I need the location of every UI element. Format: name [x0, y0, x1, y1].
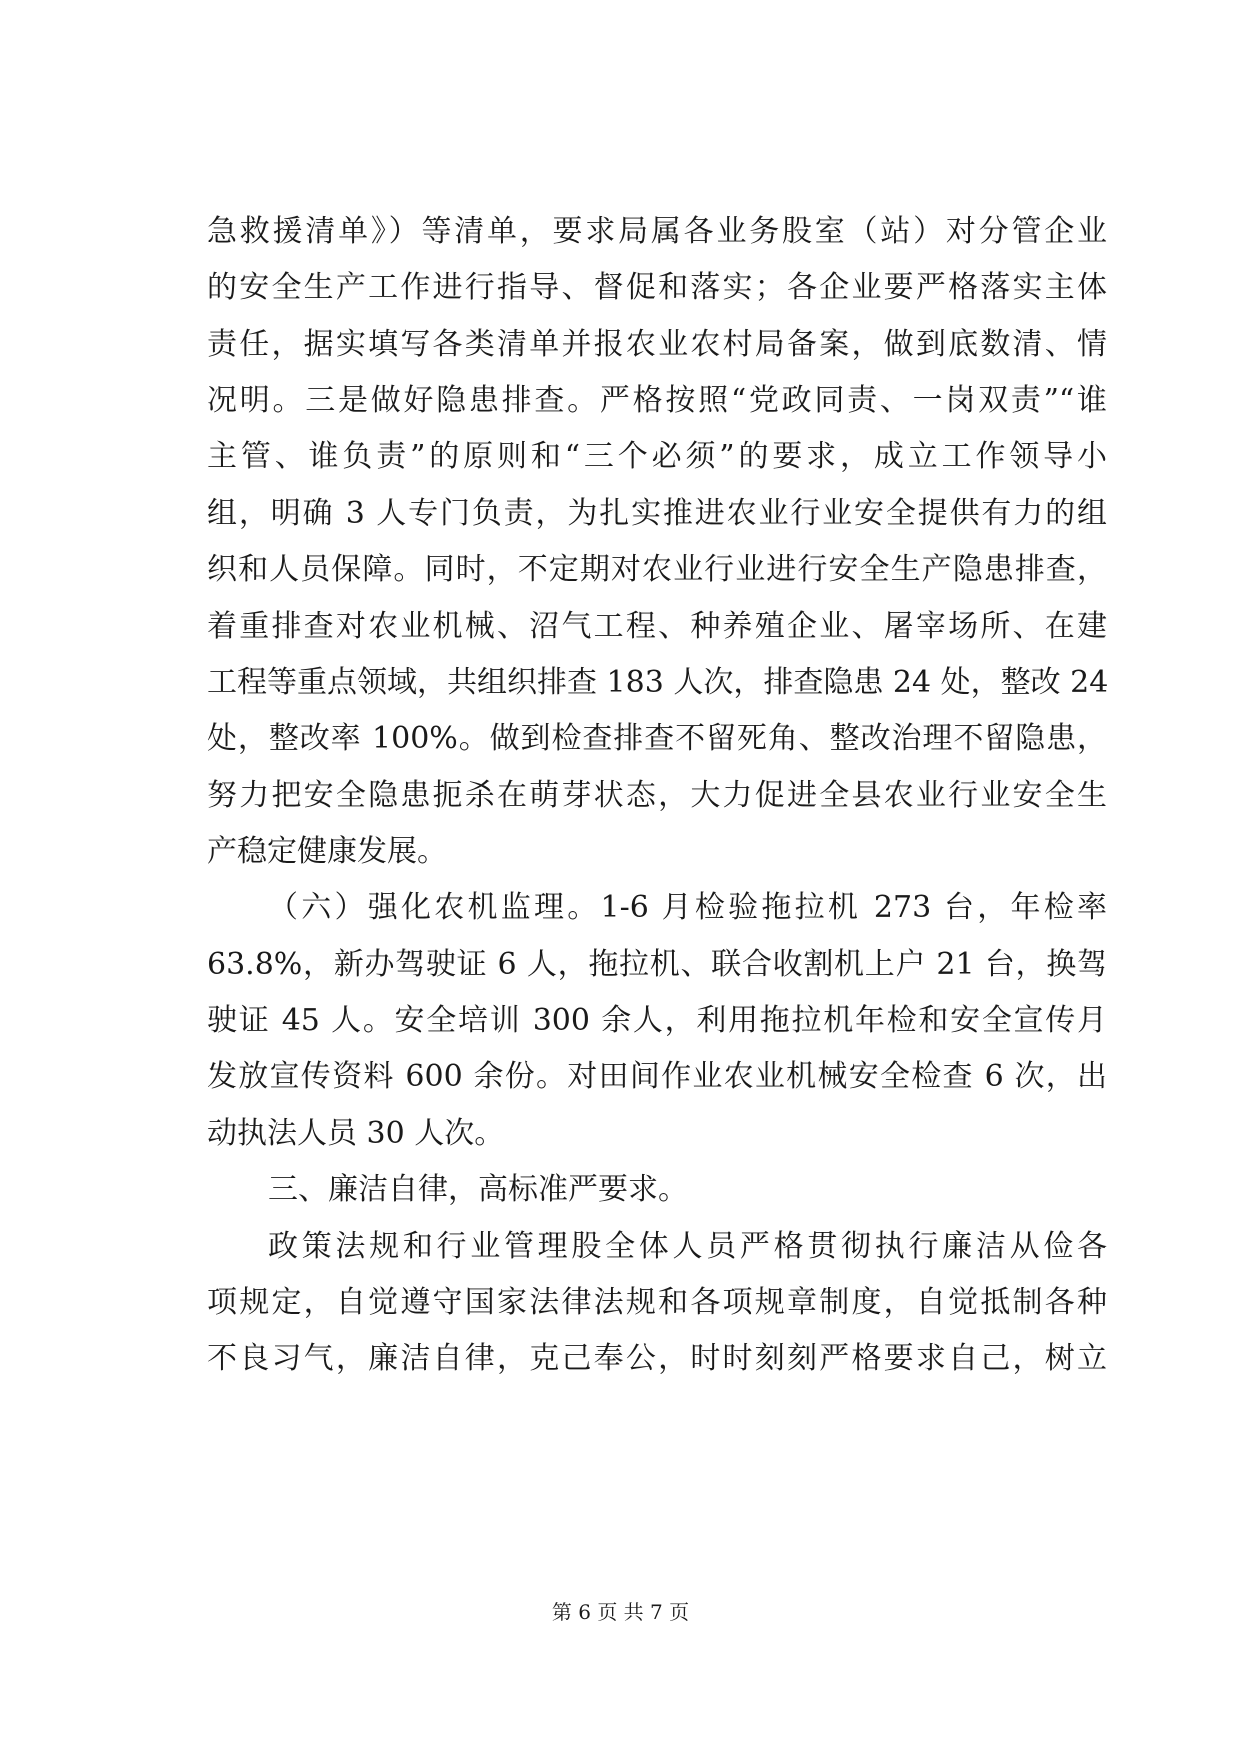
paragraph-line: 急救援清单》）等清单，要求局属各业务股室（站）对分管企业	[207, 214, 1107, 249]
paragraph-line: 织和人员保障。同时，不定期对农业行业进行安全生产隐患排查，	[207, 552, 1107, 587]
section-heading: 三、廉洁自律，高标准严要求。	[268, 1172, 688, 1207]
paragraph-line: 63.8%，新办驾驶证 6 人，拖拉机、联合收割机上户 21 台，换驾	[207, 947, 1107, 982]
paragraph-line: 责任，据实填写各类清单并报农业农村局备案，做到底数清、情	[207, 327, 1107, 362]
paragraph-line: 工程等重点领域，共组织排查 183 人次，排查隐患 24 处，整改 24	[207, 665, 1109, 700]
paragraph-line: 动执法人员 30 人次。	[207, 1116, 505, 1151]
paragraph-line: 组，明确 3 人专门负责，为扎实推进农业行业安全提供有力的组	[207, 496, 1107, 531]
paragraph-line: 产稳定健康发展。	[207, 834, 447, 869]
paragraph-line: 不良习气，廉洁自律，克己奉公，时时刻刻严格要求自己，树立	[207, 1341, 1107, 1376]
page-number-footer: 第 6 页 共 7 页	[551, 1600, 690, 1624]
paragraph-line: 着重排查对农业机械、沼气工程、种养殖企业、屠宰场所、在建	[207, 609, 1107, 644]
paragraph-line: 努力把安全隐患扼杀在萌芽状态，大力促进全县农业行业安全生	[207, 778, 1107, 813]
paragraph-line: 况明。三是做好隐患排查。严格按照“党政同责、一岗双责”“谁	[207, 383, 1107, 418]
paragraph-line: 发放宣传资料 600 余份。对田间作业农业机械安全检查 6 次，出	[207, 1059, 1107, 1094]
paragraph-line: 项规定，自觉遵守国家法律法规和各项规章制度，自觉抵制各种	[207, 1285, 1107, 1320]
paragraph-line: （六）强化农机监理。1-6 月检验拖拉机 273 台，年检率	[268, 890, 1107, 925]
paragraph-line: 主管、谁负责”的原则和“三个必须”的要求，成立工作领导小	[207, 439, 1107, 474]
paragraph-line: 的安全生产工作进行指导、督促和落实；各企业要严格落实主体	[207, 270, 1107, 305]
paragraph-line: 处，整改率 100%。做到检查排查不留死角、整改治理不留隐患，	[207, 721, 1107, 756]
paragraph-line: 政策法规和行业管理股全体人员严格贯彻执行廉洁从俭各	[268, 1229, 1107, 1264]
paragraph-line: 驶证 45 人。安全培训 300 余人，利用拖拉机年检和安全宣传月	[207, 1003, 1107, 1038]
